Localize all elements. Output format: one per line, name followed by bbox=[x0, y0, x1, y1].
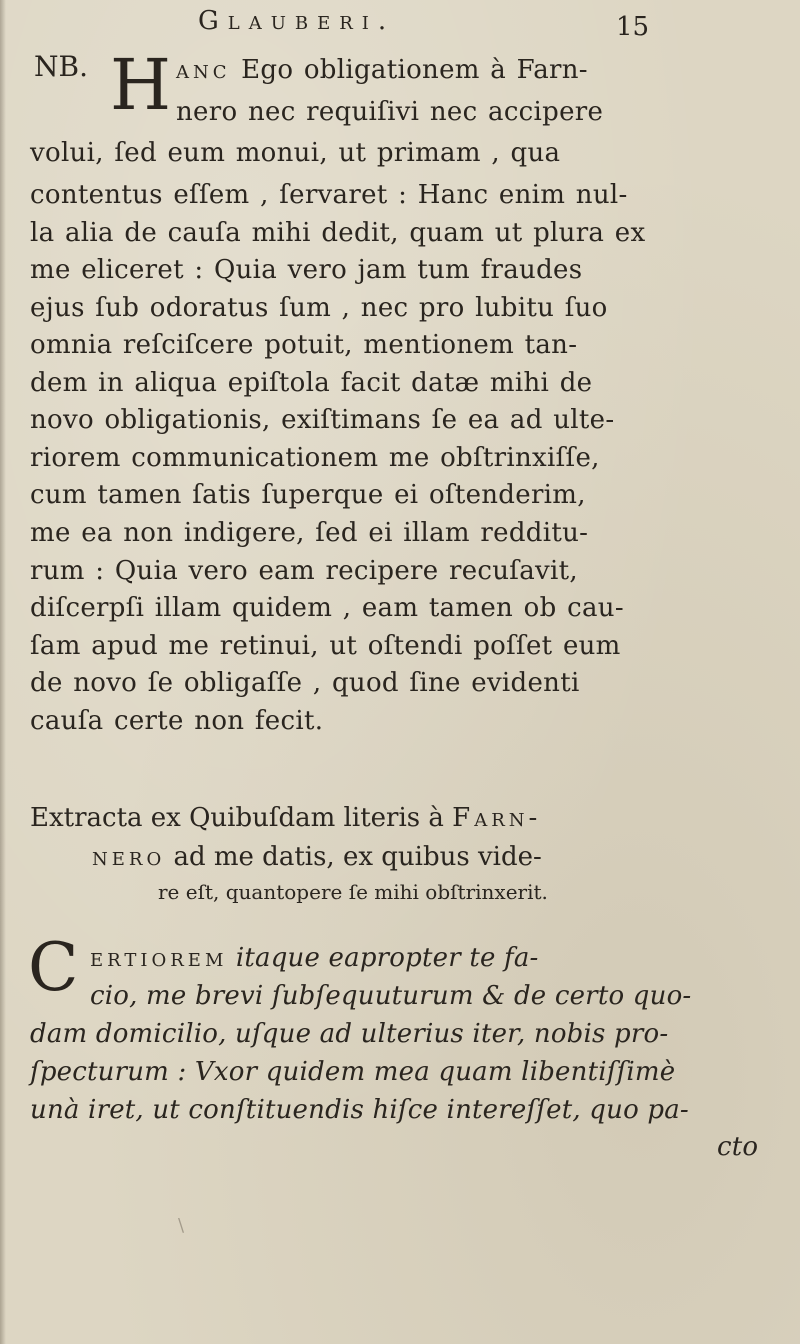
paragraph-line bbox=[90, 943, 539, 973]
dropcap-h: H bbox=[110, 44, 172, 126]
paragraph-line: dem in aliqua epiſtola facit datæ mihi de bbox=[30, 368, 593, 398]
paragraph-line: dam domicilio, uſque ad ulterius iter, nobis pro- bbox=[30, 1019, 669, 1049]
paragraph-line: ſpecturum : Vxor quidem mea quam libentiſſimè bbox=[30, 1057, 676, 1087]
paragraph-line: rum : Quia vero eam recipere recuſavit, bbox=[30, 556, 578, 586]
paragraph-line: ſam apud me retinui, ut oſtendi poſſet eum bbox=[30, 631, 621, 661]
paragraph-line: de novo ſe obligaſſe , quod ſine evidenti bbox=[30, 668, 580, 698]
nota-bene-marker: NB. bbox=[34, 50, 88, 83]
paragraph-line: novo obligationis, exiſtimans ſe ea ad ulte- bbox=[30, 405, 615, 435]
paragraph-line: volui, ſed eum monui, ut primam , qua bbox=[30, 138, 561, 168]
heading-line bbox=[30, 803, 541, 833]
opening-small-caps: ertiorem bbox=[90, 943, 228, 973]
page-number: 15 bbox=[616, 12, 650, 42]
line-text: itaque eapropter te fa- bbox=[235, 943, 539, 973]
paragraph-line bbox=[176, 55, 588, 85]
line-text: Ego obligationem à Farn- bbox=[241, 55, 588, 85]
paper-blemish: \ bbox=[178, 1215, 185, 1236]
paragraph-line: me ea non indigere, ſed ei illam redditu- bbox=[30, 518, 589, 548]
paragraph-line: me eliceret : Quia vero jam tum fraudes bbox=[30, 255, 583, 285]
heading-text: Extracta ex Quibuſdam literis à bbox=[30, 803, 444, 833]
paragraph-line: omnia reſciſcere potuit, mentionem tan- bbox=[30, 330, 578, 360]
running-title: Glauberi. bbox=[198, 6, 396, 36]
paragraph-line: ejus ſub odoratus ſum , nec pro lubitu ſuo bbox=[30, 293, 608, 323]
heading-line bbox=[92, 842, 542, 872]
paragraph-line: la alia de cauſa mihi dedit, quam ut plura ex bbox=[30, 218, 646, 248]
dropcap-c: C bbox=[28, 929, 79, 1006]
opening-small-caps: anc bbox=[176, 55, 231, 85]
paragraph-line: cauſa certe non fecit. bbox=[30, 706, 324, 736]
paragraph-line: diſcerpſi illam quidem , eam tamen ob cau- bbox=[30, 593, 624, 623]
paragraph-line: nero nec requiſivi nec accipere bbox=[176, 97, 604, 127]
paragraph-line: cum tamen ſatis ſuperque ei oſtenderim, bbox=[30, 480, 586, 510]
paragraph-line: cio, me brevi ſubſequuturum & de certo quo- bbox=[90, 981, 692, 1011]
heading-name-caps: Farn- bbox=[452, 803, 542, 833]
catchword: cto bbox=[717, 1132, 759, 1162]
heading-line: re eſt, quantopere ſe mihi obſtrinxerit. bbox=[158, 880, 548, 904]
heading-name-caps: nero bbox=[92, 842, 166, 872]
paragraph-line: contentus eſſem , ſervaret : Hanc enim nul- bbox=[30, 180, 628, 210]
paragraph-line: unà iret, ut conſtituendis hiſce intereſſet, quo pa- bbox=[30, 1095, 689, 1125]
running-head bbox=[180, 2, 790, 42]
heading-text: ad me datis, ex quibus vide- bbox=[173, 842, 542, 872]
paragraph-line: riorem communicationem me obſtrinxiſſe, bbox=[30, 443, 600, 473]
page-gutter-shadow bbox=[0, 0, 6, 1344]
